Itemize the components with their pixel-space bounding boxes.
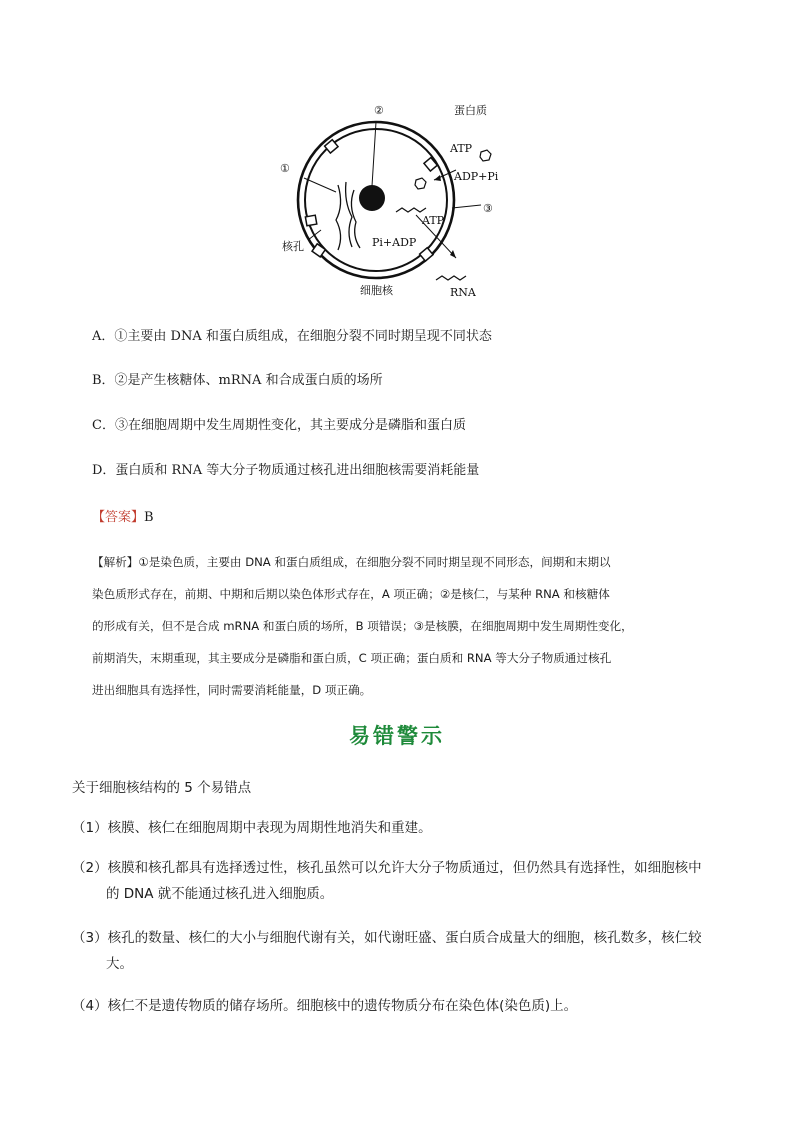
analysis-block: [92, 546, 722, 706]
analysis-line: 染色质形式存在，前期、中期和后期以染色体形式存在，A 项正确；②是核仁，与某种 RNA 和核糖体: [92, 587, 610, 601]
label-atp-mid: ATP: [422, 214, 445, 227]
option-a: A．①主要由 DNA 和蛋白质组成，在细胞分裂不同时期呈现不同状态: [92, 329, 492, 344]
chromatin: [336, 182, 360, 250]
label-2: ②: [374, 104, 384, 117]
note-item-1: （1）核膜、核仁在细胞周期中表现为周期性地消失和重建。: [72, 820, 432, 836]
leader-2: [372, 122, 376, 186]
leader-pore: [308, 230, 321, 240]
analysis-line: 的形成有关，但不是合成 mRNA 和蛋白质的场所，B 项错误；③是核膜，在细胞周期中发生周期性变化，: [92, 619, 633, 633]
notes-intro: 关于细胞核结构的 5 个易错点: [72, 780, 252, 796]
analysis-line: 前期消失，末期重现，其主要成分是磷脂和蛋白质，C 项正确；蛋白质和 RNA 等大分子物质通过核孔: [92, 651, 612, 665]
note-item-3-cont: 大。: [106, 956, 133, 972]
answer-tag: 【答案】: [92, 510, 145, 525]
label-1: ①: [280, 162, 290, 175]
option-b: B．②是产生核糖体、mRNA 和合成蛋白质的场所: [92, 373, 383, 388]
label-atp-top: ATP: [450, 142, 473, 155]
label-3: ③: [483, 202, 493, 215]
analysis-line: 进出细胞具有选择性，同时需要消耗能量，D 项正确。: [92, 683, 372, 697]
label-rna: RNA: [450, 286, 476, 299]
label-nucleus: 细胞核: [360, 284, 393, 297]
label-protein: 蛋白质: [454, 104, 487, 117]
nucleus-diagram-svg: [276, 100, 526, 300]
rna-chain-outer: [436, 276, 466, 280]
note-item-2: （2）核膜和核孔都具有选择透过性，核孔虽然可以允许大分子物质通过，但仍然具有选择性，如细胞核中: [72, 860, 702, 876]
protein-icon-inner: [415, 178, 426, 189]
section-title: 易错警示: [349, 724, 445, 748]
label-pi-adp: Pi+ADP: [372, 236, 417, 249]
option-d: D．蛋白质和 RNA 等大分子物质通过核孔进出细胞核需要消耗能量: [92, 463, 480, 478]
analysis-line: 【解析】①是染色质，主要由 DNA 和蛋白质组成，在细胞分裂不同时期呈现不同形态，间期和末期以: [92, 555, 611, 569]
label-nuclear-pore: 核孔: [282, 240, 304, 253]
note-item-4: （4）核仁不是遗传物质的储存场所。细胞核中的遗传物质分布在染色体(染色质)上。: [72, 998, 578, 1014]
note-item-2-cont: 的 DNA 就不能通过核孔进入细胞质。: [106, 886, 334, 902]
answer-line: [92, 508, 154, 528]
nucleus-diagram: [276, 100, 526, 300]
leader-1: [304, 178, 336, 192]
rna-chain-inner: [396, 208, 426, 212]
answer-value: B: [144, 510, 154, 525]
export-arrow-head: [450, 250, 456, 258]
option-c: C．③在细胞周期中发生周期性变化，其主要成分是磷脂和蛋白质: [92, 418, 466, 433]
protein-icon: [480, 150, 491, 161]
label-adp-pi: ADP+Pi: [454, 170, 499, 183]
note-item-3: （3）核孔的数量、核仁的大小与细胞代谢有关，如代谢旺盛、蛋白质合成量大的细胞，核孔数多，核仁较: [72, 930, 702, 946]
leader-3: [452, 205, 481, 208]
import-arrow-head: [434, 175, 441, 181]
nucleolus: [359, 185, 385, 211]
